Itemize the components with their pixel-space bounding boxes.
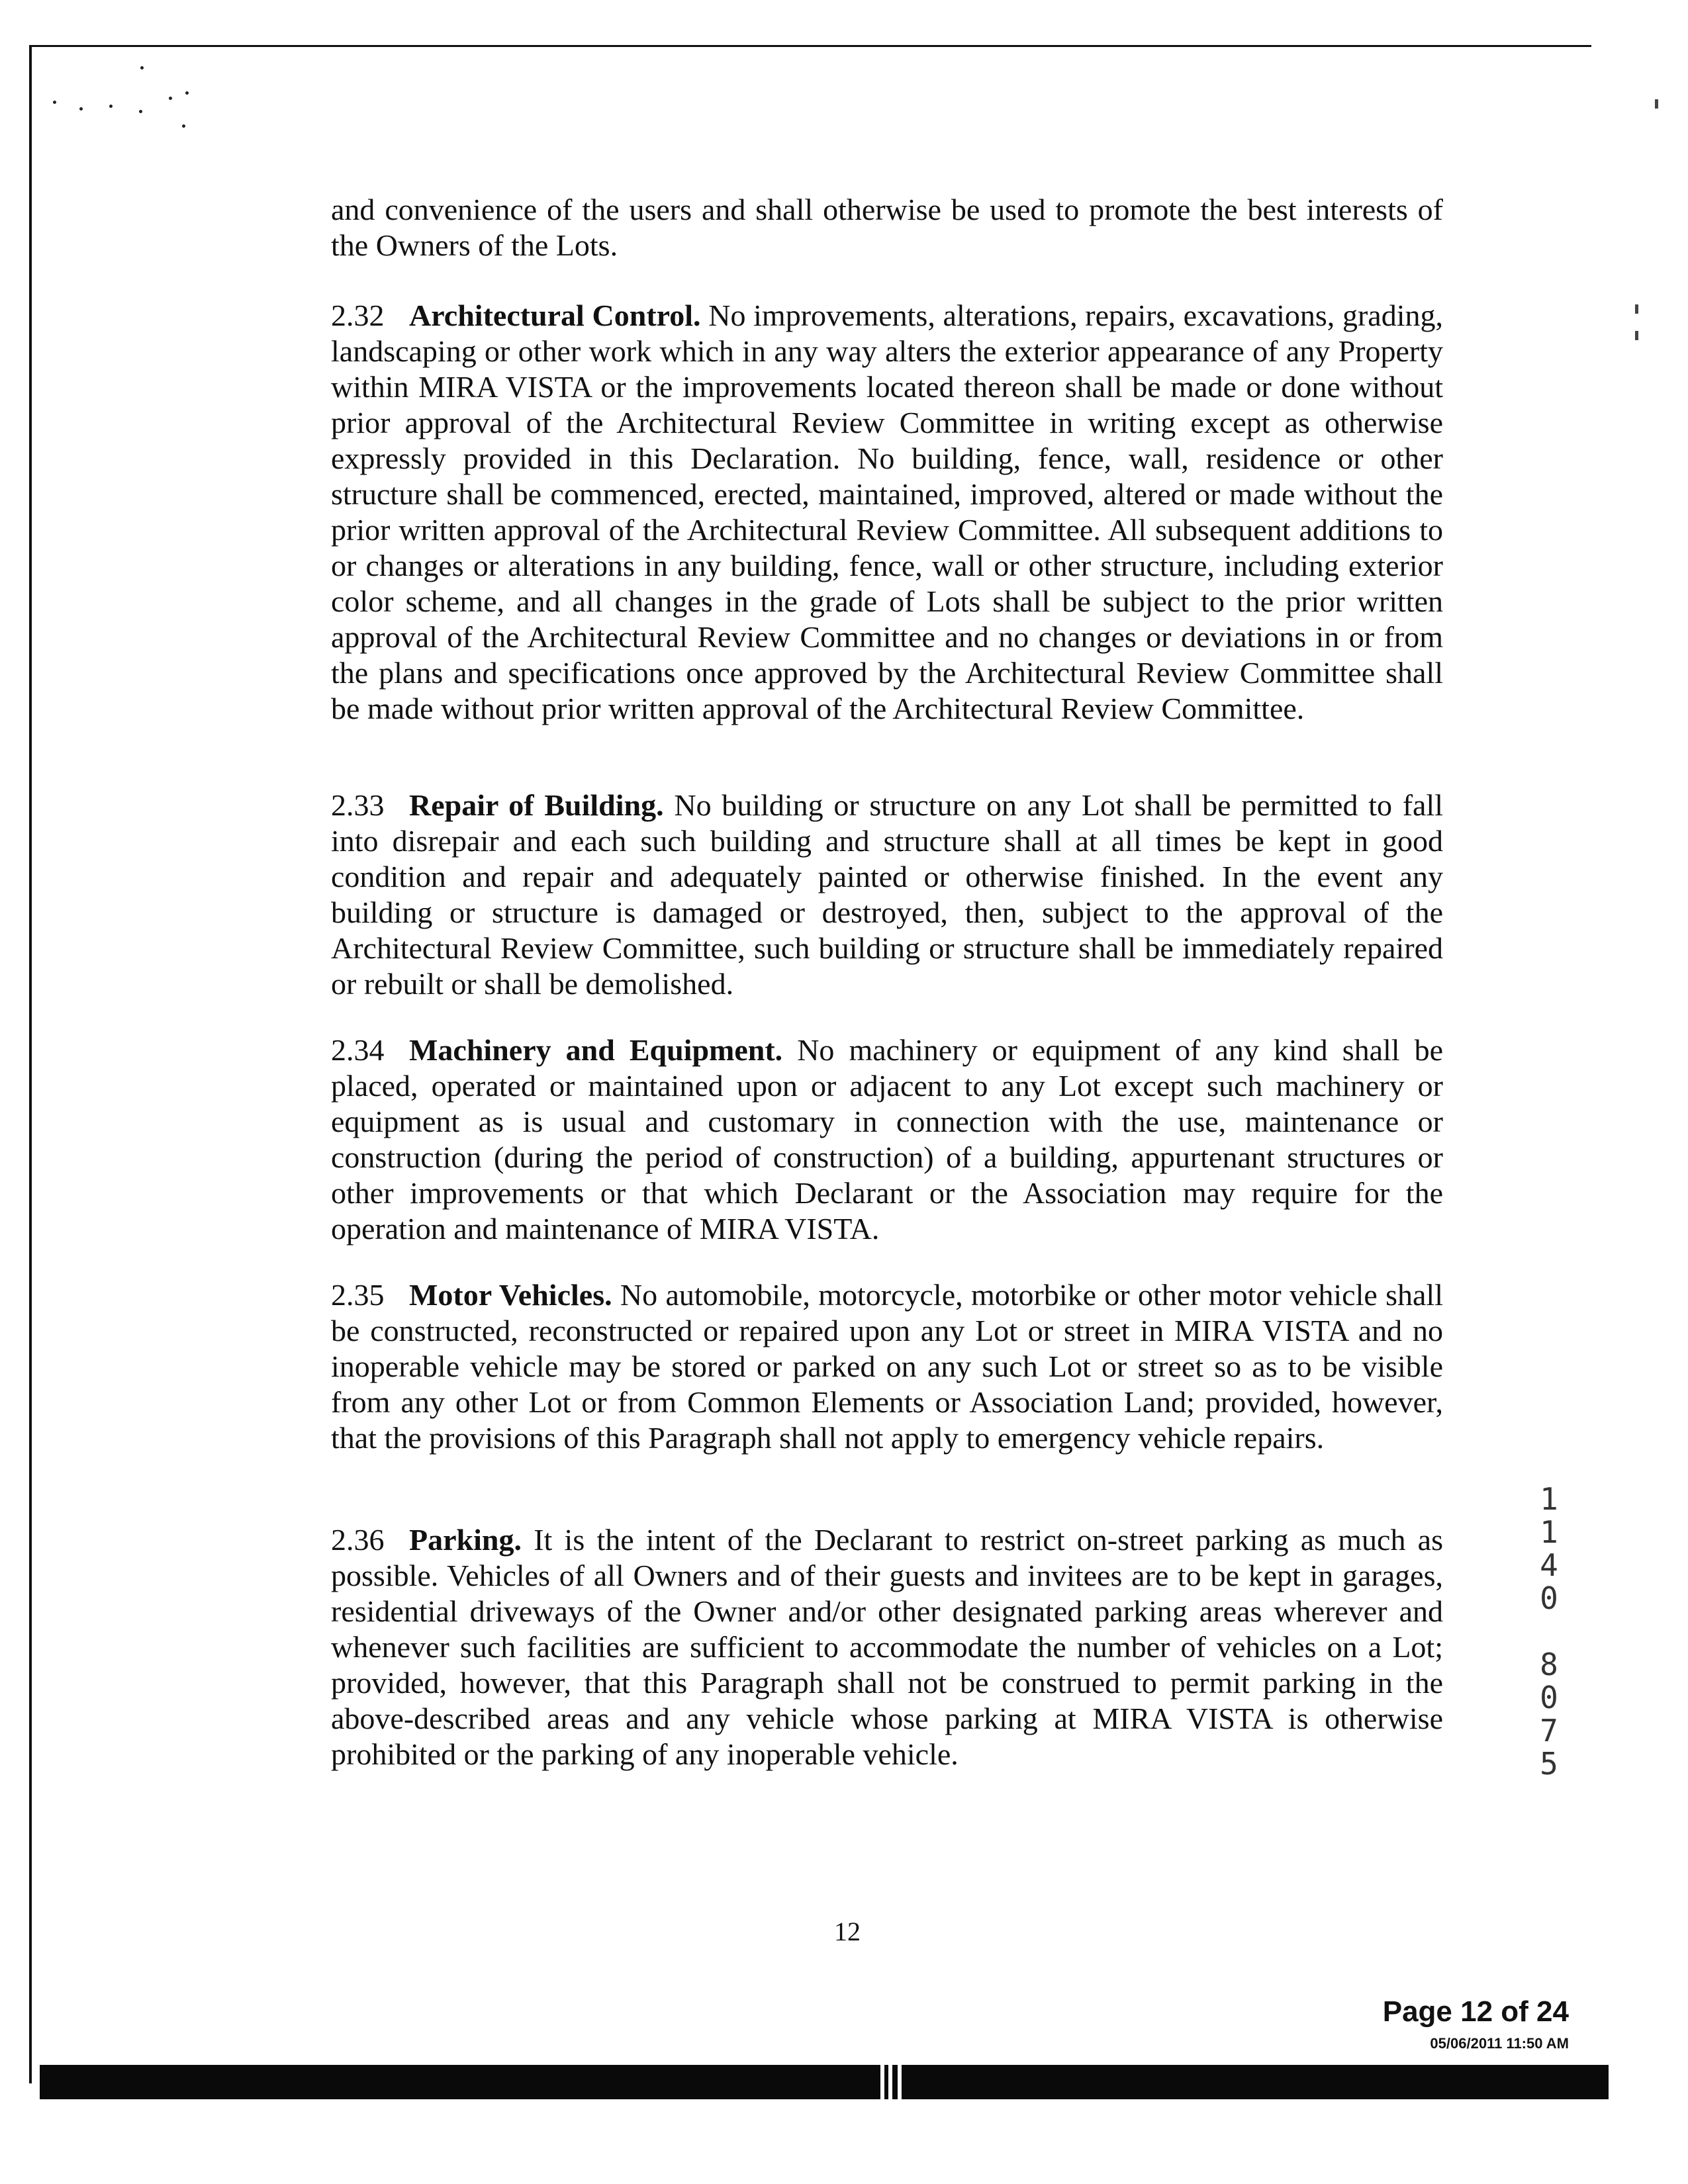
section-body: No building or structure on any Lot shall be permitted to fall into disrepair and each such building and structure shall at all times be kept in good condition and repair and adequately painted or otherwise finished. In the event any building or structure is damaged or destroyed, then, subject to the approval of the Architectural Review Committee, such building or structure shall be immediately repaired or rebuilt or shall be demolished. bbox=[331, 788, 1443, 1001]
scan-border-left bbox=[29, 45, 32, 2083]
section-2-33 bbox=[331, 788, 1443, 1002]
scan-edge-mark bbox=[1635, 304, 1638, 314]
section-number: 2.35 bbox=[331, 1278, 385, 1312]
section-2-36 bbox=[331, 1522, 1443, 1772]
section-2-32 bbox=[331, 298, 1443, 727]
scan-edge-mark bbox=[1635, 331, 1638, 340]
section-body: No machinery or equipment of any kind shall be placed, operated or maintained upon or adjacent to any Lot except such machinery or equipment as is usual and customary in connection with the use, maintenance or construction (during the period of construction) of a building, appurtenant structures or other improvements or that which Declarant or the Association may require for the operation and maintenance of MIRA VISTA. bbox=[331, 1033, 1444, 1246]
scan-border-top bbox=[29, 45, 1591, 47]
scan-specks bbox=[46, 66, 212, 146]
section-title: Machinery and Equipment. bbox=[409, 1033, 783, 1067]
page-of-label: Page 12 of 24 bbox=[1382, 1995, 1569, 2028]
section-number: 2.36 bbox=[331, 1523, 385, 1557]
section-body: No improvements, alterations, repairs, excavations, grading, landscaping or other work which in any way alters the exterior appearance of any Property within MIRA VISTA or the improvements located thereon shall be made or done without prior approval of the Architectural Review Committee in writing except as otherwise expressly provided in this Declaration. No building, fence, wall, residence or other structure shall be commenced, erected, maintained, improved, altered or made without the prior written approval of the Architectural Review Committee. All subsequent additions to or changes or alterations in any building, fence, wall or other structure, including exterior color scheme, and all changes in the grade of Lots shall be subject to the prior written approval of the Architectural Review Committee and no changes or deviations in or from the plans and specifications once approved by the Architectural Review Committee shall be made without prior written approval of the Architectural Review Committee. bbox=[331, 298, 1444, 725]
section-title: Parking. bbox=[409, 1523, 522, 1557]
section-title: Architectural Control. bbox=[409, 298, 701, 332]
intro-text: and convenience of the users and shall otherwise be used to promote the best interests of the Owners of the Lots. bbox=[331, 193, 1443, 262]
section-title: Motor Vehicles. bbox=[409, 1278, 612, 1312]
section-body: It is the intent of the Declarant to restrict on-street parking as much as possible. Vehicles of all Owners and of their guests and invitees are to be kept in garages, residential driveways of the Owner and/or other designated parking areas wherever and whenever such facilities are sufficient to accommodate the number of vehicles on a Lot; provided, however, that this Paragraph shall not be construed to permit parking in the above-described areas and any vehicle whose parking at MIRA VISTA is otherwise prohibited or the parking of any inoperable vehicle. bbox=[331, 1523, 1443, 1771]
intro-paragraph bbox=[331, 192, 1443, 263]
section-2-34 bbox=[331, 1032, 1443, 1247]
page-number: 12 bbox=[834, 1917, 861, 1946]
recording-stamp-number: 1 1 4 0 8 0 7 5 bbox=[1540, 1481, 1558, 1782]
section-number: 2.33 bbox=[331, 788, 385, 822]
section-body: No automobile, motorcycle, motorbike or other motor vehicle shall be constructed, reconstructed or repaired upon any Lot or street in MIRA VISTA and no inoperable vehicle may be stored or parked on any such Lot or street so as to be visible from any other Lot or from Common Elements or Association Land; provided, however, that the provisions of this Paragraph shall not apply to emergency vehicle repairs. bbox=[331, 1278, 1443, 1455]
section-title: Repair of Building. bbox=[409, 788, 664, 822]
section-number: 2.32 bbox=[331, 298, 385, 332]
recording-timestamp: 05/06/2011 11:50 AM bbox=[1430, 2035, 1569, 2052]
scan-edge-mark bbox=[1655, 99, 1658, 109]
section-2-35 bbox=[331, 1277, 1443, 1456]
scan-bottom-bar bbox=[40, 2065, 1609, 2099]
section-number: 2.34 bbox=[331, 1033, 385, 1067]
